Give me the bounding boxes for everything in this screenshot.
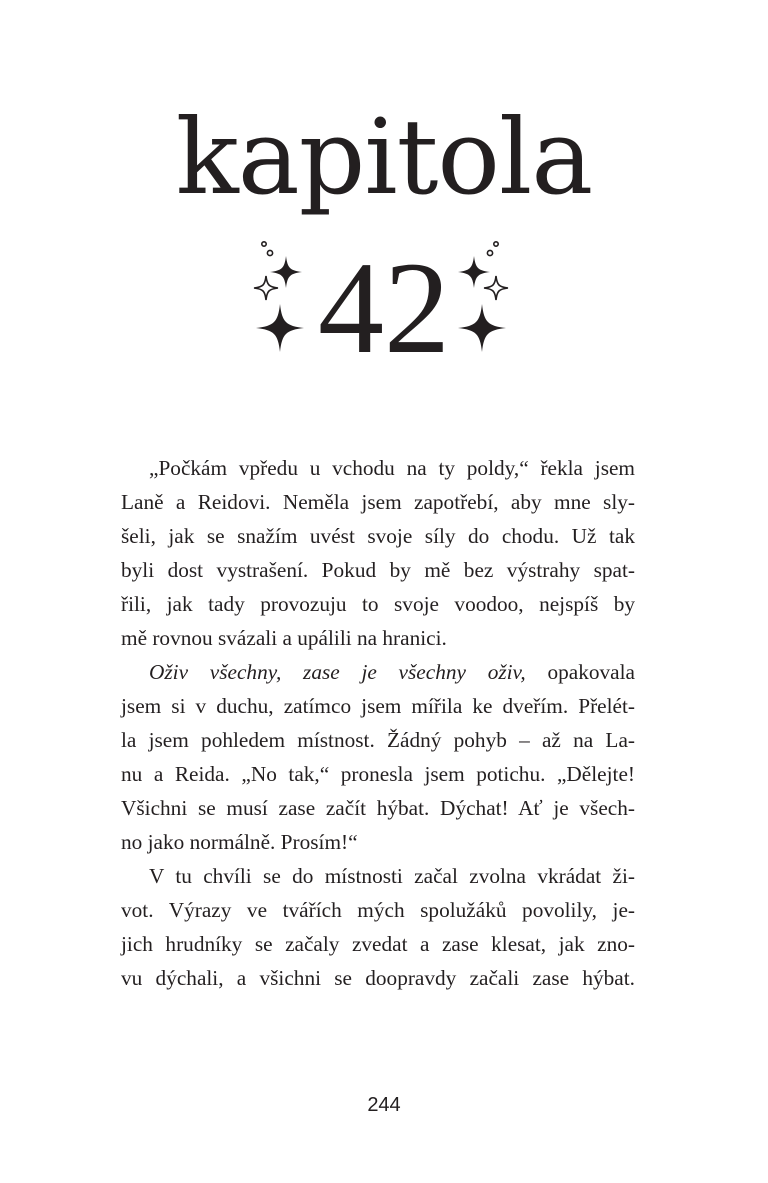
- text-line: no jako normálně. Prosím!“: [121, 830, 358, 854]
- chapter-body: [121, 451, 635, 995]
- text-line: řili, jak tady provozuju to svoje voodoo, nejspíš by: [121, 592, 635, 616]
- text-line: vot. Výrazy ve tvářích mých spolužáků povolily, je-: [121, 898, 635, 922]
- sparkle-stars-icon: [452, 238, 524, 368]
- text-line: jsem si v duchu, zatímco jsem mířila ke dveřím. Přelét-: [121, 694, 635, 718]
- page-number: 244: [367, 1094, 401, 1116]
- paragraph: [121, 655, 635, 859]
- text-line: nu a Reida. „No tak,“ pronesla jsem potichu. „Dělejte!: [121, 762, 635, 786]
- text-line: mě rovnou svázali a upálili na hranici.: [121, 626, 447, 650]
- paragraph: [121, 451, 635, 655]
- text-line: V tu chvíli se do místnosti začal zvolna vkrádat ži-: [149, 864, 635, 888]
- text-line: la jsem pohledem místnost. Žádný pohyb – až na La-: [121, 728, 635, 752]
- text-line: vu dýchali, a všichni se doopravdy začali zase hýbat.: [121, 966, 635, 990]
- text-line: [121, 655, 635, 689]
- text-line: byli dost vystrašení. Pokud by mě bez výstrahy spat-: [121, 558, 635, 582]
- paragraph: [121, 859, 635, 995]
- text-line: šeli, jak se snažím uvést svoje síly do chodu. Už tak: [121, 524, 635, 548]
- chapter-number: 42: [318, 234, 450, 381]
- text-line: Laně a Reidovi. Neměla jsem zapotřebí, aby mne sly-: [121, 490, 635, 514]
- text-line: „Počkám vpředu u vchodu na ty poldy,“ řekla jsem: [149, 456, 635, 480]
- text-line: jich hrudníky se začaly zvedat a zase klesat, jak zno-: [121, 932, 635, 956]
- chapter-heading-word: kapitola: [175, 96, 593, 218]
- text-fragment: opakovala: [525, 660, 635, 684]
- italic-thought: Oživ všechny, zase je všechny oživ,: [149, 660, 526, 684]
- text-line: Všichni se musí zase začít hýbat. Dýchat! Ať je všech-: [121, 796, 635, 820]
